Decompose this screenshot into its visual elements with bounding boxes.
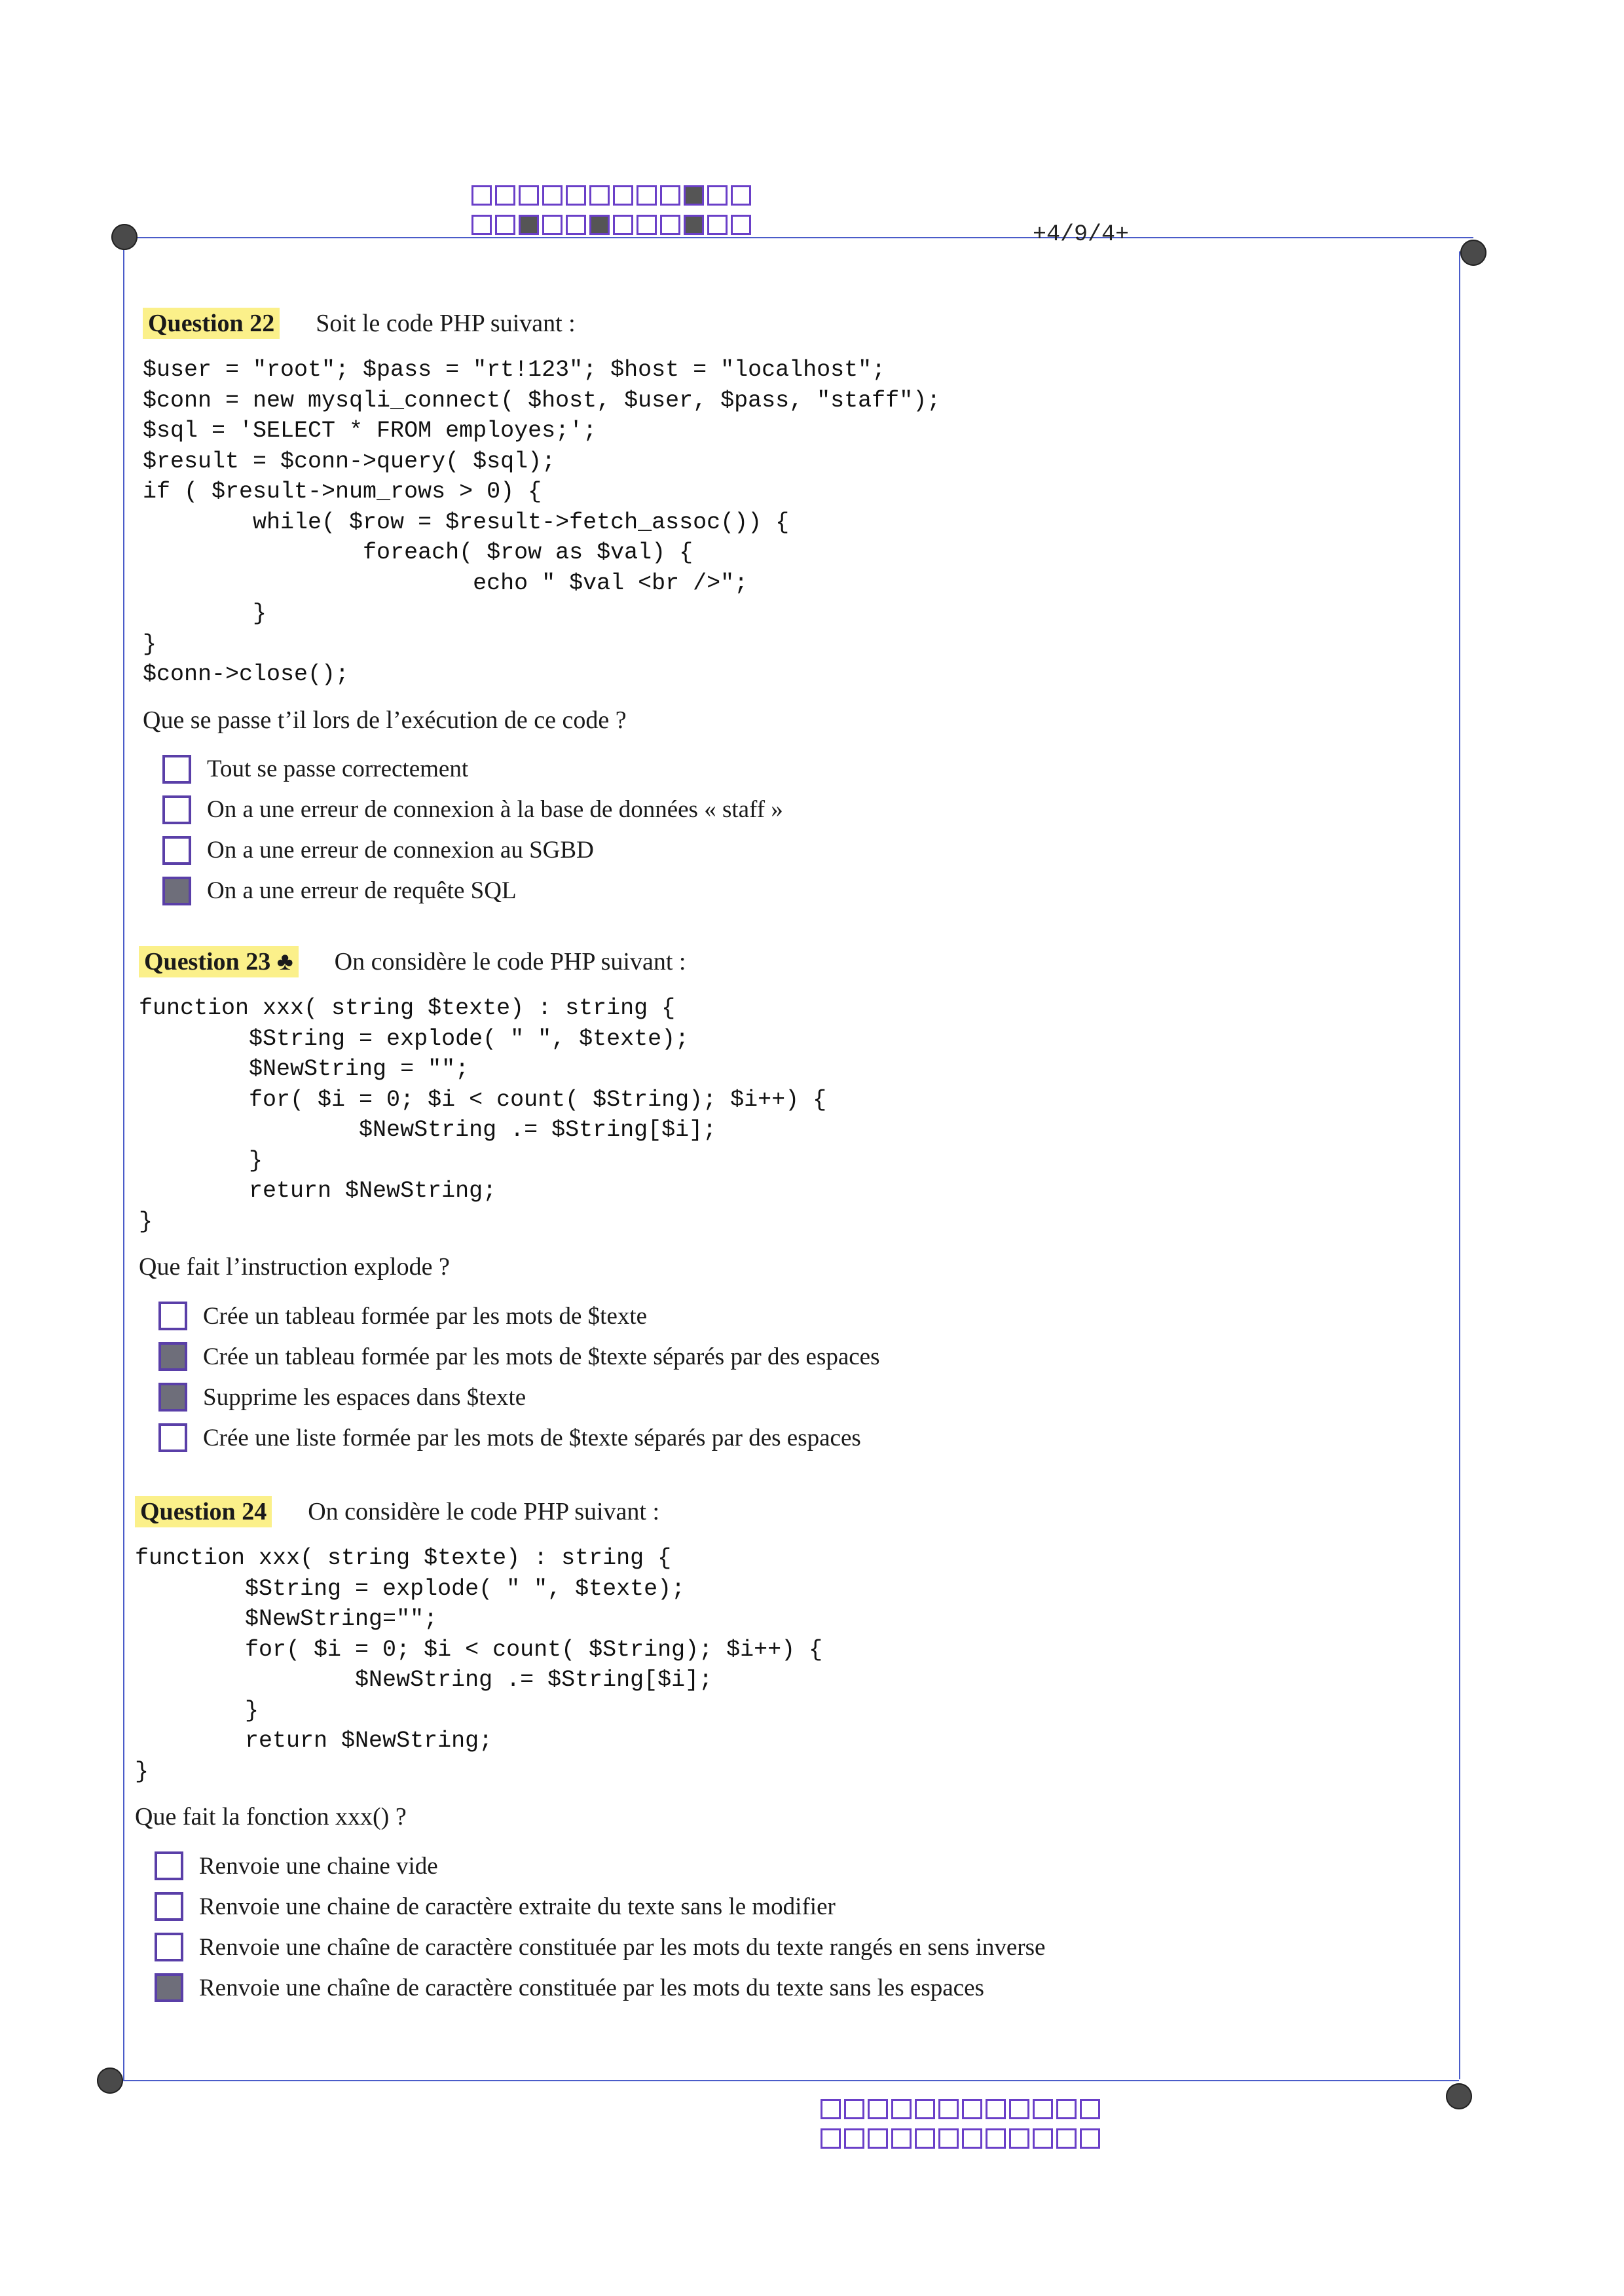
answer-text: On a une erreur de connexion à la base de données « staff » (207, 796, 783, 823)
code-cell-empty (891, 2128, 912, 2149)
code-cell-empty (821, 2099, 841, 2119)
checkbox[interactable] (155, 1892, 183, 1921)
code-block: function xxx( string $texte) : string { $String = explode( " ", $texte); $NewString=""; for( $i = 0; $i < count( $String); $i++) { $NewString .= $String[$i]; } return $NewString; } (135, 1545, 823, 1785)
code-cell-empty (731, 215, 751, 235)
code-cell-empty (1033, 2128, 1053, 2149)
code-cell-empty (1009, 2099, 1029, 2119)
code-cell-filled (519, 215, 539, 235)
answer-text: Crée un tableau formée par les mots de $texte (203, 1302, 648, 1330)
answer-list (155, 1846, 1431, 2008)
answer-option[interactable] (162, 830, 1439, 871)
answer-option[interactable] (158, 1296, 1435, 1336)
code-cell-empty (519, 185, 539, 206)
corner-marker-top-right (1460, 240, 1486, 266)
checkbox[interactable] (162, 755, 191, 784)
answer-option[interactable] (162, 790, 1439, 830)
frame-bottom-line (110, 2080, 1459, 2081)
question-22 (143, 308, 1439, 911)
code-cell-empty (844, 2128, 864, 2149)
code-cell-empty (938, 2128, 959, 2149)
answer-text: Tout se passe correctement (207, 756, 469, 782)
code-cell-filled (589, 215, 610, 235)
answer-option[interactable] (155, 1967, 1431, 2008)
answer-text: Crée une liste formée par les mots de $texte séparés par des espaces (203, 1424, 861, 1451)
checkbox[interactable] (162, 795, 191, 824)
answer-option[interactable] (155, 1886, 1431, 1927)
code-block: $user = "root"; $pass = "rt!123"; $host = "localhost"; $conn = new mysqli_connect( $host, $user, $pass, "staff"); $sql = 'SELECT * FROM employes;'; $result = $conn->query( $sql); if ( $result->num_rows > 0) { while( $row = $result->fetch_assoc()) { foreach( $row as $val) { echo " $val <br />"; } } $conn->close(); (143, 357, 941, 687)
answer-option[interactable] (155, 1927, 1431, 1967)
frame-right-line (1459, 251, 1460, 2079)
question-label: Question 24 (135, 1496, 272, 1527)
code-cell-empty (915, 2128, 935, 2149)
answer-option[interactable] (158, 1377, 1435, 1417)
checkbox[interactable] (155, 1933, 183, 1961)
answer-option[interactable] (158, 1417, 1435, 1458)
checkbox-checked[interactable] (155, 1973, 183, 2002)
question-prompt: Que se passe t’il lors de l’exécution de ce code ? (143, 706, 627, 734)
answer-text: Supprime les espaces dans $texte (203, 1383, 526, 1411)
question-23 (139, 946, 1435, 1458)
checkbox-checked[interactable] (162, 877, 191, 905)
frame-top-line (124, 237, 1473, 238)
answer-list (162, 749, 1439, 911)
corner-marker-bottom-left (97, 2068, 123, 2094)
code-cell-empty (1056, 2099, 1077, 2119)
code-cell-empty (660, 215, 680, 235)
code-cell-empty (844, 2099, 864, 2119)
code-cell-empty (821, 2128, 841, 2149)
answer-text: Renvoie une chaîne de caractère constituée par les mots du texte sans les espaces (199, 1974, 984, 2001)
answer-option[interactable] (158, 1336, 1435, 1377)
top-code-row-2 (471, 215, 754, 235)
checkbox[interactable] (162, 836, 191, 865)
answer-option[interactable] (162, 749, 1439, 790)
code-cell-empty (613, 185, 633, 206)
code-cell-empty (566, 185, 586, 206)
code-cell-empty (986, 2099, 1006, 2119)
bottom-code-row-1 (821, 2099, 1103, 2119)
question-intro: Soit le code PHP suivant : (316, 310, 576, 337)
code-cell-empty (1056, 2128, 1077, 2149)
code-cell-empty (566, 215, 586, 235)
code-cell-empty (707, 215, 728, 235)
code-cell-filled (684, 185, 704, 206)
code-cell-empty (1080, 2128, 1100, 2149)
code-cell-empty (1009, 2128, 1029, 2149)
code-cell-empty (495, 215, 515, 235)
code-cell-empty (915, 2099, 935, 2119)
code-cell-empty (637, 215, 657, 235)
code-cell-empty (1080, 2099, 1100, 2119)
code-cell-filled (684, 215, 704, 235)
answer-text: Renvoie une chaine de caractère extraite du texte sans le modifier (199, 1893, 836, 1920)
question-intro: On considère le code PHP suivant : (334, 948, 686, 975)
checkbox-checked[interactable] (158, 1342, 187, 1371)
code-cell-empty (471, 185, 492, 206)
answer-text: On a une erreur de connexion au SGBD (207, 837, 594, 864)
code-cell-empty (707, 185, 728, 206)
corner-marker-bottom-right (1446, 2083, 1472, 2109)
code-cell-empty (471, 215, 492, 235)
code-cell-empty (542, 185, 563, 206)
code-cell-empty (891, 2099, 912, 2119)
answer-text: Renvoie une chaine vide (199, 1852, 438, 1880)
answer-text: Renvoie une chaîne de caractère constituée par les mots du texte rangés en sens inverse (199, 1933, 1046, 1961)
frame-left-line (123, 237, 124, 2081)
answer-option[interactable] (155, 1846, 1431, 1886)
code-cell-empty (637, 185, 657, 206)
answer-text: On a une erreur de requête SQL (207, 877, 517, 904)
top-code-row-1 (471, 185, 754, 206)
answer-option[interactable] (162, 871, 1439, 911)
code-cell-empty (495, 185, 515, 206)
checkbox[interactable] (155, 1851, 183, 1880)
code-cell-empty (660, 185, 680, 206)
checkbox[interactable] (158, 1302, 187, 1330)
question-label: Question 22 (143, 308, 280, 339)
answer-text: Crée un tableau formée par les mots de $texte séparés par des espaces (203, 1343, 880, 1370)
code-cell-empty (731, 185, 751, 206)
question-24 (135, 1496, 1431, 2008)
code-cell-empty (589, 185, 610, 206)
bottom-code-row-2 (821, 2128, 1103, 2149)
code-block: function xxx( string $texte) : string { $String = explode( " ", $texte); $NewString = ""; for( $i = 0; $i < count( $String); $i++) { $NewString .= $String[$i]; } return $NewString; } (139, 995, 827, 1235)
code-cell-empty (962, 2128, 982, 2149)
question-prompt: Que fait la fonction xxx() ? (135, 1803, 407, 1831)
question-intro: On considère le code PHP suivant : (308, 1498, 660, 1525)
code-cell-empty (868, 2099, 888, 2119)
code-cell-empty (938, 2099, 959, 2119)
answer-list (158, 1296, 1435, 1458)
corner-marker-top-left (111, 224, 138, 250)
code-cell-empty (986, 2128, 1006, 2149)
code-cell-empty (868, 2128, 888, 2149)
code-cell-empty (962, 2099, 982, 2119)
code-cell-empty (1033, 2099, 1053, 2119)
code-cell-empty (542, 215, 563, 235)
code-cell-empty (613, 215, 633, 235)
checkbox[interactable] (158, 1423, 187, 1452)
question-prompt: Que fait l’instruction explode ? (139, 1253, 450, 1281)
question-label: Question 23 ♣ (139, 946, 299, 977)
checkbox-checked[interactable] (158, 1383, 187, 1412)
page-id-label: +4/9/4+ (1033, 221, 1130, 247)
